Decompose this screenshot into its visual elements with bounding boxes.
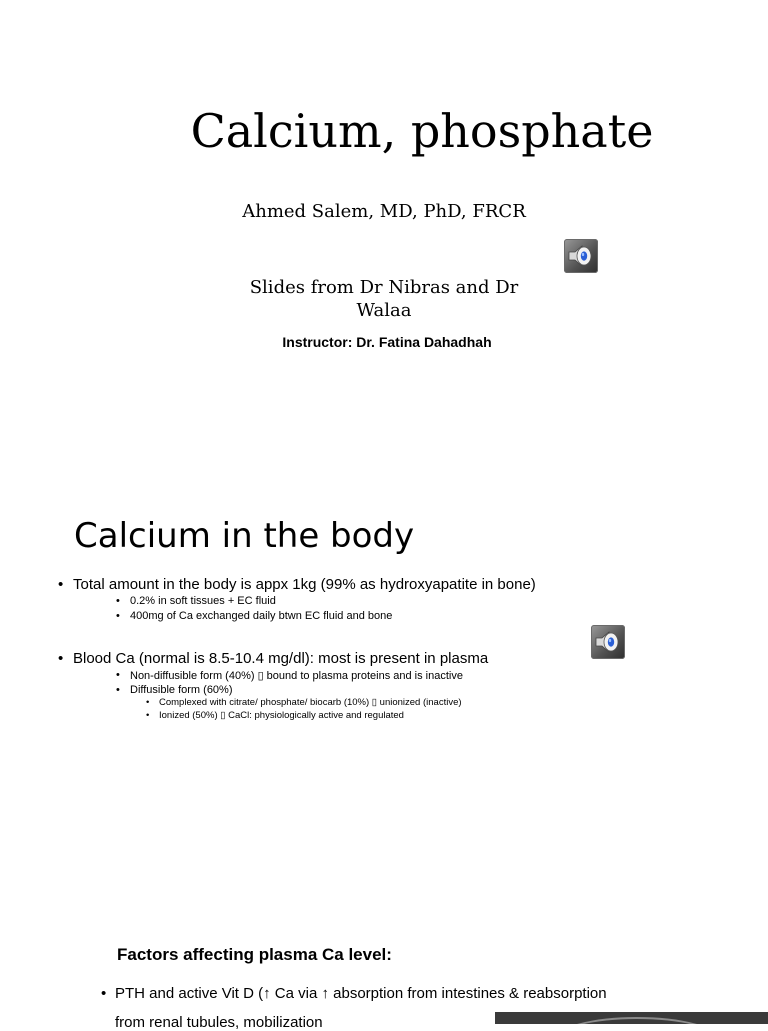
bullet-dot: • xyxy=(146,710,150,721)
slide-image xyxy=(495,1012,768,1024)
sub-bullet-item: 400mg of Ca exchanged daily btwn EC fluid and bone xyxy=(130,610,393,622)
bullet-item-continued: from renal tubules, mobilization xyxy=(115,1014,323,1031)
sub-bullet-item: Non-diffusible form (40%) ▯ bound to plasma proteins and is inactive xyxy=(130,670,463,682)
sub-bullet-item: 0.2% in soft tissues + EC fluid xyxy=(130,595,276,607)
slide-title: Calcium in the body xyxy=(74,516,415,556)
slide-title: Factors affecting plasma Ca level: xyxy=(117,945,392,964)
instructor-line: Instructor: Dr. Fatina Dahadhah xyxy=(282,334,492,350)
bullet-dot: • xyxy=(116,610,120,622)
bullet-dot: • xyxy=(58,650,64,667)
sub-sub-bullet-item: Complexed with citrate/ phosphate/ biocarb (10%) ▯ unionized (inactive) xyxy=(159,697,462,708)
sub-sub-bullet-item: Ionized (50%) ▯ CaCl: physiologically active and regulated xyxy=(159,710,404,721)
bullet-item: Blood Ca (normal is 8.5-10.4 mg/dl): most is present in plasma xyxy=(73,650,489,667)
slide-title: Calcium, phosphate xyxy=(190,104,654,158)
bullet-dot: • xyxy=(116,595,120,607)
bullet-item: Total amount in the body is appx 1kg (99% as hydroxyapatite in bone) xyxy=(73,576,536,593)
author-line: Ahmed Salem, MD, PhD, FRCR xyxy=(242,201,526,222)
bullet-dot: • xyxy=(101,985,107,1002)
bullet-dot: • xyxy=(116,684,120,696)
bullet-item: PTH and active Vit D (↑ Ca via ↑ absorption from intestines & reabsorption xyxy=(115,985,607,1002)
sub-bullet-item: Diffusible form (60%) xyxy=(130,684,233,696)
bullet-dot: • xyxy=(116,669,120,681)
bullet-dot: • xyxy=(146,697,150,708)
slides-credit: Slides from Dr Nibras and Dr Walaa xyxy=(249,277,519,321)
bullet-dot: • xyxy=(58,576,64,593)
